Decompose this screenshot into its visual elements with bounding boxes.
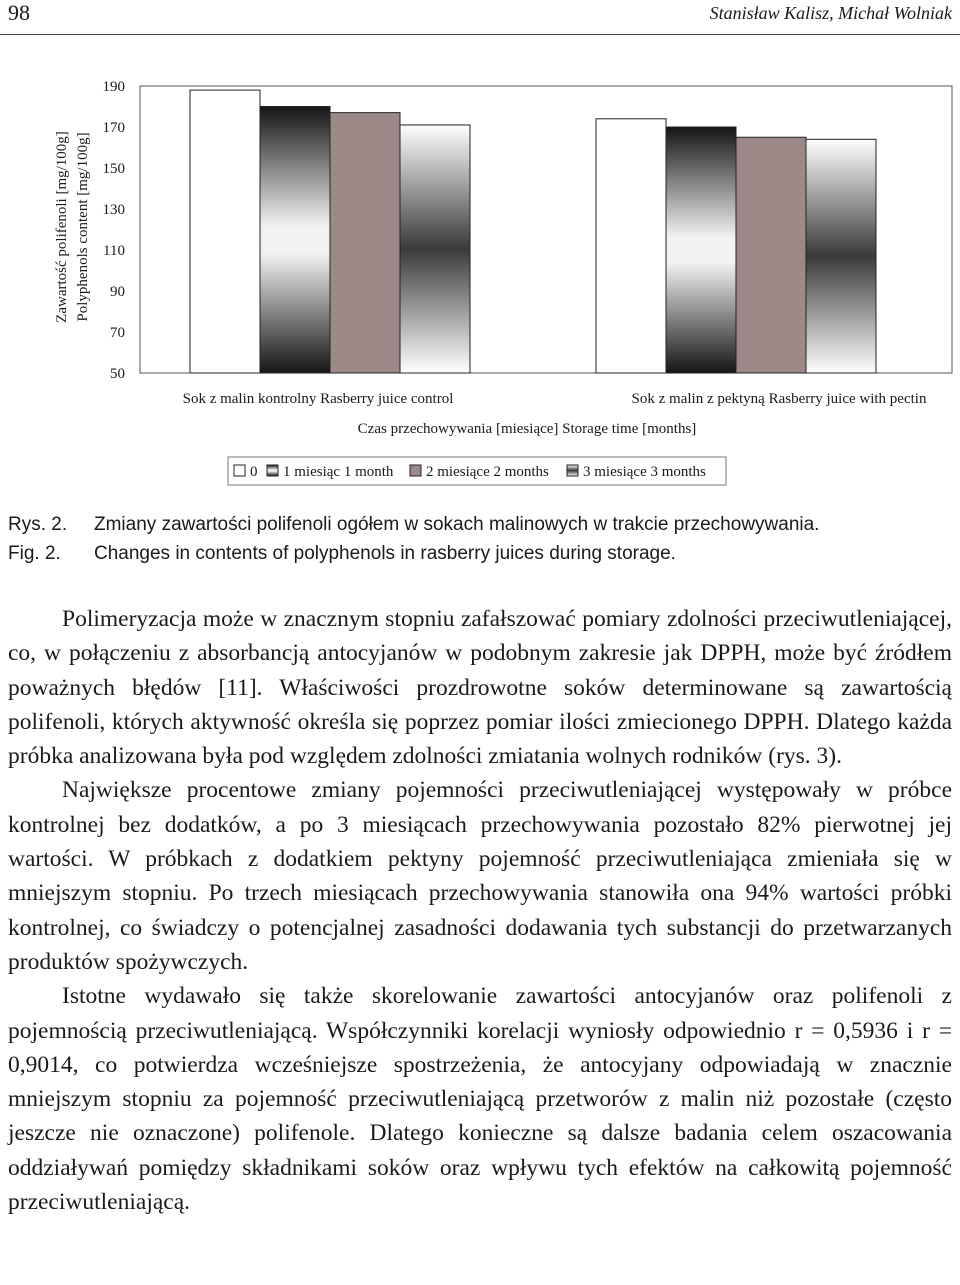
y-axis-ticks xyxy=(103,79,126,382)
category-label: Sok z malin z pektyną Rasberry juice with pectin xyxy=(631,391,927,407)
caption-label-pl: Rys. 2. xyxy=(8,514,68,535)
y-tick-label: 190 xyxy=(102,79,125,95)
y-tick-label: 150 xyxy=(102,161,125,177)
caption-text-en: Changes in contents of polyphenols in rasberry juices during storage. xyxy=(94,543,676,564)
category-label: Sok z malin kontrolny Rasberry juice control xyxy=(182,391,454,407)
body-text xyxy=(8,602,952,1219)
bar xyxy=(736,137,806,373)
legend xyxy=(228,457,726,485)
legend-swatch xyxy=(567,465,578,476)
legend-label: 3 miesiące 3 months xyxy=(583,464,706,480)
y-tick-label: 90 xyxy=(110,284,125,300)
legend-swatch xyxy=(410,465,421,476)
paragraph-3: Istotne wydawało się także skorelowanie zawartości antocyjanów oraz polifenoli z pojemnością przeciwutleniającą. Współczynniki korelacji wyniosły odpowiednio r = 0,5936 i r = 0,9014, co potwierdza wcześniejsze spostrzeżenia, że antocyjany odpowiadają w znacznie mniejszym stopniu za pojemność przeciwutleniającą przetworów z malin niż pozostałe (często jeszcze nie oznaczone) polifenole. Dlatego konieczne są dalsze badania celem oszacowania oddziaływań pomiędzy składnikami soków oraz wpływu tych efektów na całkowitą pojemność przeciwutleniającą. xyxy=(8,983,952,1216)
bar xyxy=(330,113,400,373)
bar xyxy=(596,119,666,373)
legend-label: 0 xyxy=(250,464,258,480)
y-axis-label-pl: Zawartość polifenoli [mg/100g] xyxy=(54,131,70,323)
legend-swatch xyxy=(234,465,245,476)
page-number: 98 xyxy=(8,0,30,25)
bar xyxy=(666,127,736,373)
bar xyxy=(806,139,876,373)
caption-text-pl: Zmiany zawartości polifenoli ogółem w sokach malinowych w trakcie przechowywania. xyxy=(94,514,820,535)
bars xyxy=(190,90,876,373)
x-axis-categories xyxy=(183,391,927,407)
paragraph-2: Największe procentowe zmiany pojemności przeciwutleniającej występowały w próbce kontrolnej bez dodatków, a po 3 miesiącach przechowywania pozostało 82% pierwotnej jej wartości. W próbkach z dodatkiem pektyny pojemność przeciwutleniająca zmieniała się w mniejszym stopniu. Po trzech miesiącach przechowywania stanowiła ona 94% wartości próbki kontrolnej, co świadczy o potencjalnej zasadności dodawania tych substancji do przetwarzanych produktów spożywczych. xyxy=(8,777,952,975)
running-head-authors: Stanisław Kalisz, Michał Wolniak xyxy=(709,3,952,23)
y-tick-label: 110 xyxy=(103,243,125,259)
y-tick-label: 70 xyxy=(110,325,125,341)
bar xyxy=(400,125,470,373)
legend-label: 1 miesiąc 1 month xyxy=(283,464,394,480)
y-axis-label-en: Polyphenols content [mg/100g] xyxy=(75,132,91,322)
page-header xyxy=(0,0,960,35)
bar xyxy=(190,90,260,373)
legend-swatch xyxy=(267,465,278,476)
y-tick-label: 170 xyxy=(102,120,125,136)
bar xyxy=(260,107,330,374)
polyphenols-bar-chart xyxy=(0,60,960,500)
x-axis-label: Czas przechowywania [miesiące] Storage time [months] xyxy=(357,421,697,437)
paragraph-1: Polimeryzacja może w znacznym stopniu zafałszować pomiary zdolności przeciwutleniającej, co, w połączeniu z absorbancją antocyjanów w podobnym zakresie jak DPPH, może być źródłem poważnych błędów [11]. Właściwości prozdrowotne soków determinowane są zawartością polifenoli, których aktywność określa się poprzez pomiar ilości zmiecionego DPPH. Dlatego każda próbka analizowana była pod względem zdolności zmiatania wolnych rodników (rys. 3). xyxy=(8,606,952,770)
legend-label: 2 miesiące 2 months xyxy=(426,464,549,480)
y-tick-label: 50 xyxy=(110,366,125,382)
caption-label-en: Fig. 2. xyxy=(8,543,61,564)
y-tick-label: 130 xyxy=(102,202,125,218)
